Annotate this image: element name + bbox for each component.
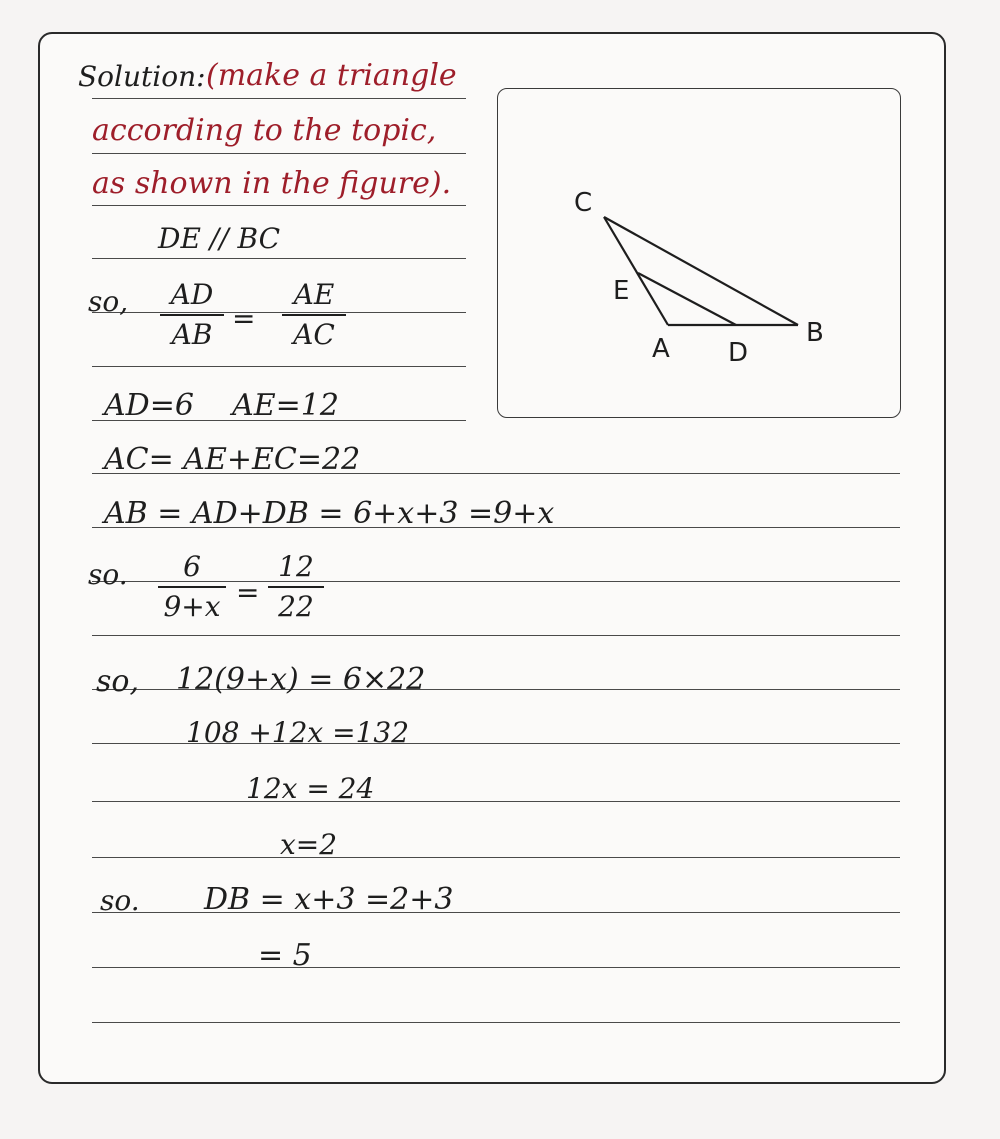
db-equation: DB = x+3 =2+3 [204,882,454,917]
ruled-line [92,857,900,858]
vertex-label-e: E [613,276,630,306]
vertex-label-a: A [652,334,670,364]
fraction-6-over-9x [158,550,226,624]
figure-note-line-3: as shown in the figure). [92,166,452,201]
numerator: AD [170,278,214,311]
figure-note-line-1: (make a triangle [206,58,457,93]
equation-step-1: 12(9+x) = 6×22 [176,662,426,697]
segment-cb [604,217,798,325]
ruled-line [92,1022,900,1023]
denominator: 22 [278,590,314,623]
ruled-line [92,366,466,367]
triangle-figure [497,88,901,418]
vertex-label-c: C [574,188,593,218]
numerator: AE [293,278,335,311]
ac-equation: AC= AE+EC=22 [104,442,361,477]
numerator: 6 [183,550,201,583]
denominator: 9+x [163,590,221,623]
triangle-diagram [498,89,902,419]
so-label-3: so, [96,664,139,699]
ruled-line [92,635,900,636]
ruled-line [92,205,466,206]
ruled-line [92,153,466,154]
fraction-bar [282,314,346,316]
ruled-line [92,801,900,802]
equals-sign: = [236,576,260,609]
so-label-4: so. [100,884,140,917]
equation-step-2: 108 +12x =132 [186,716,410,749]
vertex-label-d: D [728,338,749,368]
denominator: AC [293,318,335,351]
fraction-bar [160,314,224,316]
vertex-label-b: B [806,318,824,348]
fraction-ae-ac [282,278,346,352]
equals-sign: = [232,302,256,335]
ruled-line [92,258,466,259]
parallel-statement: DE // BC [158,222,281,255]
ruled-line [92,312,466,313]
equation-step-4: x=2 [280,828,338,861]
ab-equation: AB = AD+DB = 6+x+3 =9+x [104,496,555,531]
given-values: AD=6 AE=12 [104,388,339,423]
solution-label: Solution: [78,60,206,93]
figure-note-line-2: according to the topic, [92,113,437,148]
numerator: 12 [278,550,314,583]
fraction-bar [158,586,226,588]
segment-ca [604,217,668,325]
so-label-2: so. [88,558,128,591]
ruled-line [92,967,900,968]
so-label-1: so, [88,285,129,318]
fraction-ad-ab [160,278,224,352]
fraction-12-over-22 [268,550,324,624]
fraction-bar [268,586,324,588]
denominator: AB [171,318,213,351]
ruled-line [92,98,466,99]
equation-step-3: 12x = 24 [246,772,375,805]
db-result: = 5 [258,938,312,973]
